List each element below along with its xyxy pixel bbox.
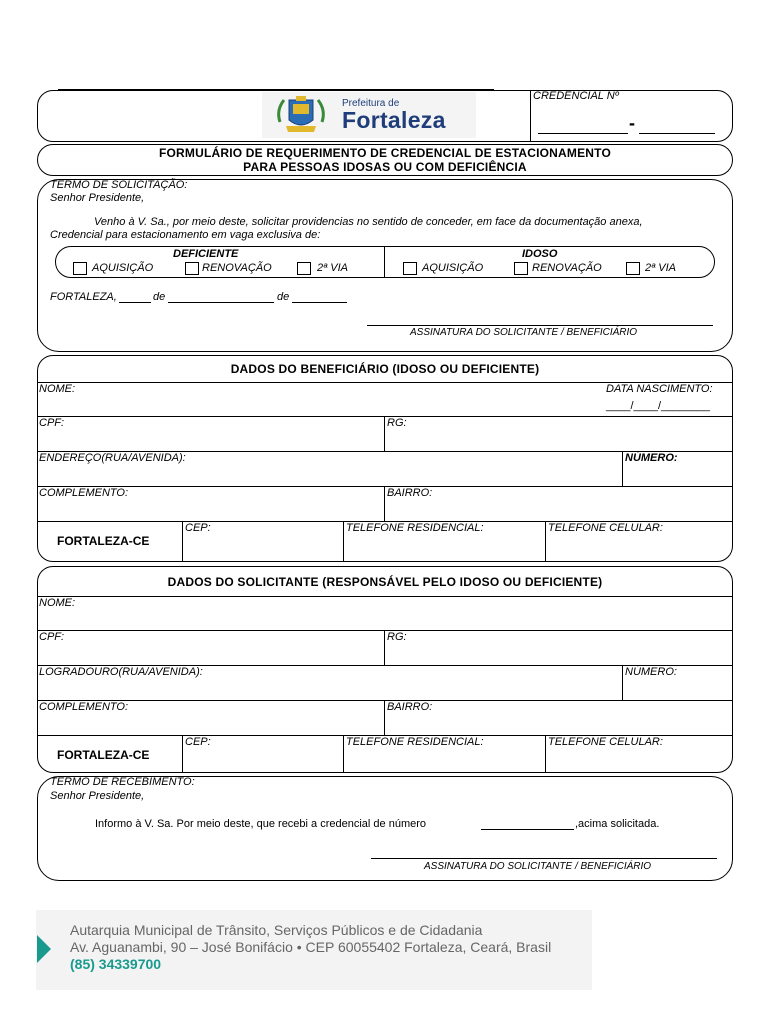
- ben-cep-label: CEP:: [185, 522, 211, 534]
- solicitacao-signature-line[interactable]: [367, 325, 713, 326]
- recebimento-body-pre: Informo à V. Sa. Por meio deste, que recebi a credencial de número: [95, 818, 427, 830]
- footer-arrow-icon: [37, 935, 53, 963]
- idoso-2via-label: 2ª VIA: [645, 262, 676, 274]
- recebimento-greeting: Senhor Presidente,: [50, 790, 145, 802]
- credencial-line-1[interactable]: [538, 133, 628, 134]
- ben-data-placeholder[interactable]: ____/____/________: [606, 400, 710, 412]
- idoso-aquisicao-label: AQUISIÇÃO: [422, 262, 484, 274]
- sol-cidade-cep-divider: [182, 735, 183, 773]
- solicitante-title: DADOS DO SOLICITANTE (RESPONSÁVEL PELO IDOSO OU DEFICIENTE): [167, 575, 603, 589]
- sol-cidade: FORTALEZA-CE: [57, 748, 150, 762]
- solicitacao-body-2: Credencial para estacionamento em vaga exclusiva de:: [50, 229, 321, 241]
- sol-logradouro-label: LOGRADOURO(RUA/AVENIDA):: [39, 666, 203, 678]
- recebimento-signature-label: ASSINATURA DO SOLICITANTE / BENEFICIÁRIO: [424, 861, 652, 872]
- ben-telres-telcel-divider: [545, 521, 546, 562]
- solicitacao-body-1: Venho à V. Sa., por meio deste, solicitar providencias no sentido de conceder, em face da documentação anexa,: [94, 216, 643, 228]
- sol-cpf-label: CPF:: [39, 631, 65, 643]
- ben-cpf-rg-divider: [384, 416, 385, 451]
- deficiente-2via-label: 2ª VIA: [317, 262, 348, 274]
- credencial-separator: -: [629, 113, 635, 133]
- ben-tel-cel-label: TELEFONE CELULAR:: [548, 522, 663, 534]
- date-month-line[interactable]: [168, 302, 274, 303]
- recebimento-signature-line[interactable]: [371, 858, 717, 859]
- credencial-line-2[interactable]: [639, 133, 715, 134]
- idoso-heading: IDOSO: [522, 248, 558, 260]
- sol-cpf-rg-divider: [384, 630, 385, 665]
- ben-data-nasc-label: DATA NASCIMENTO:: [606, 383, 713, 395]
- sol-tel-cel-label: TELEFONE CELULAR:: [548, 736, 663, 748]
- ben-bairro-label: BAIRRO:: [387, 487, 433, 499]
- solicitacao-signature-label: ASSINATURA DO SOLICITANTE / BENEFICIÁRIO: [410, 327, 638, 338]
- ben-complemento-bairro-divider: [384, 486, 385, 521]
- deficiente-aquisicao-label: AQUISIÇÃO: [92, 262, 154, 274]
- ben-complemento-label: COMPLEMENTO:: [39, 487, 129, 499]
- ben-cidade: FORTALEZA-CE: [57, 534, 150, 548]
- sol-cep-telres-divider: [343, 735, 344, 773]
- footer-line-1: Autarquia Municipal de Trânsito, Serviços Públicos e de Cidadania: [70, 922, 483, 938]
- recebimento-numero-line[interactable]: [481, 829, 574, 830]
- recebimento-body-post: ,acima solicitada.: [575, 818, 660, 830]
- sol-row-line-1: [37, 596, 733, 597]
- sol-complemento-label: COMPLEMENTO:: [39, 701, 129, 713]
- ben-nome-label: NOME:: [39, 383, 76, 395]
- city-seal-icon: [272, 92, 330, 138]
- sol-row-line-4: [37, 700, 733, 701]
- date-day-line[interactable]: [119, 302, 151, 303]
- header-top-line: [58, 89, 494, 90]
- deficiente-renovacao-checkbox[interactable]: [185, 262, 199, 275]
- ben-cidade-cep-divider: [182, 521, 183, 562]
- logo-big-text: Fortaleza: [342, 107, 446, 133]
- ben-numero-label: NÚMERO:: [625, 452, 678, 464]
- date-city: FORTALEZA,: [50, 291, 117, 303]
- date-de-2: de: [277, 291, 290, 303]
- options-divider: [384, 246, 385, 278]
- sol-tel-res-label: TELEFONE RESIDENCIAL:: [346, 736, 484, 748]
- options-pill: [55, 246, 715, 278]
- beneficiario-title: DADOS DO BENEFICIÁRIO (IDOSO OU DEFICIENTE): [230, 362, 540, 376]
- deficiente-2via-checkbox[interactable]: [297, 262, 311, 275]
- idoso-renovacao-checkbox[interactable]: [514, 262, 528, 275]
- solicitacao-title: TERMO DE SOLICITAÇÃO:: [50, 179, 188, 191]
- idoso-renovacao-label: RENOVAÇÃO: [532, 262, 602, 274]
- sol-row-line-2: [37, 630, 733, 631]
- sol-logradouro-numero-divider: [622, 665, 623, 700]
- deficiente-heading: DEFICIENTE: [173, 248, 239, 260]
- ben-cep-telres-divider: [343, 521, 344, 562]
- recebimento-title: TERMO DE RECEBIMENTO:: [50, 776, 195, 788]
- ben-row-line-4: [37, 486, 733, 487]
- date-de-1: de: [153, 291, 166, 303]
- form-title-line1: FORMULÁRIO DE REQUERIMENTO DE CREDENCIAL DE ESTACIONAMENTO: [158, 146, 612, 160]
- sol-numero-label: NÚMERO:: [625, 666, 677, 678]
- form-title-line2: PARA PESSOAS IDOSAS OU COM DEFICIÊNCIA: [243, 160, 527, 174]
- ben-tel-res-label: TELEFONE RESIDENCIAL:: [346, 522, 484, 534]
- footer-line-2: Av. Aguanambi, 90 – José Bonifácio • CEP 60055402 Fortaleza, Ceará, Brasil: [70, 939, 552, 955]
- sol-rg-label: RG:: [387, 631, 407, 643]
- solicitacao-greeting: Senhor Presidente,: [50, 192, 145, 204]
- sol-nome-label: NOME:: [39, 597, 76, 609]
- ben-endereco-label: ENDEREÇO(RUA/AVENIDA):: [39, 452, 186, 464]
- footer-phone: (85) 34339700: [70, 956, 162, 972]
- prefeitura-logo: [262, 92, 476, 138]
- deficiente-renovacao-label: RENOVAÇÃO: [202, 262, 272, 274]
- ben-row-line-2: [37, 416, 733, 417]
- ben-cpf-label: CPF:: [39, 417, 65, 429]
- header-divider: [530, 90, 531, 142]
- date-year-line[interactable]: [292, 302, 347, 303]
- ben-rg-label: RG:: [387, 417, 407, 429]
- idoso-aquisicao-checkbox[interactable]: [403, 262, 417, 275]
- sol-complemento-bairro-divider: [384, 700, 385, 735]
- idoso-2via-checkbox[interactable]: [626, 262, 640, 275]
- logo-small-text: Prefeitura de: [342, 98, 400, 109]
- sol-bairro-label: BAIRRO:: [387, 701, 433, 713]
- ben-endereco-numero-divider: [622, 451, 623, 486]
- sol-telres-telcel-divider: [545, 735, 546, 773]
- deficiente-aquisicao-checkbox[interactable]: [73, 262, 87, 275]
- credencial-label: CREDENCIAL Nº: [533, 90, 619, 102]
- sol-cep-label: CEP:: [185, 736, 211, 748]
